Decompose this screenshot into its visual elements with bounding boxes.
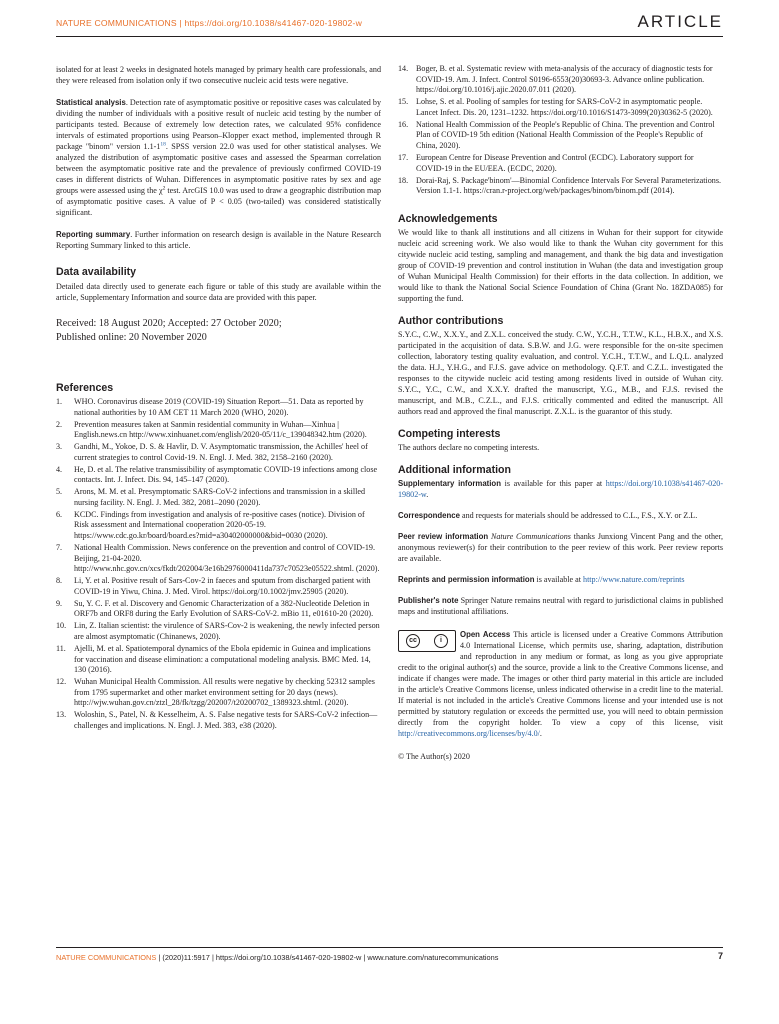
reference-item — [56, 599, 381, 620]
published-date: Published online: 20 November 2020 — [56, 331, 207, 343]
references-list-right — [398, 64, 723, 197]
reference-item — [56, 710, 381, 731]
reference-item — [56, 397, 381, 418]
author-contributions-heading: Author contributions — [398, 314, 504, 327]
reference-number: 14. — [398, 64, 409, 73]
reference-item — [56, 543, 381, 575]
journal-header-link[interactable]: NATURE COMMUNICATIONS | https://doi.org/10.1038/s41467-020-19802-w — [56, 18, 362, 28]
reference-number: 9. — [56, 598, 63, 608]
data-availability-text: Detailed data directly used to generate each figure or table of this study are available within the article, Supplementary Information and source data are provided with this paper. — [56, 282, 381, 302]
publishers-note-text: Publisher's note Springer Nature remains neutral with regard to jurisdictional claims in published maps and institutional affiliations. — [398, 595, 723, 616]
cc-icon: cc — [406, 634, 420, 648]
methods-intro-paragraph: isolated for at least 2 weeks in designated hotels managed by primary health care professionals, and they were released from isolation only if two consecutive nucleic acid tests were negative. — [56, 65, 381, 85]
reference-number: 10. — [56, 621, 67, 631]
reference-number: 6. — [56, 509, 63, 519]
reference-number: 16. — [398, 119, 409, 129]
reference-item — [398, 97, 723, 118]
reference-text: Arons, M. M. et al. Presymptomatic SARS-CoV-2 infections and transmission in a skilled nursing facility. N. Engl. J. Med. 382, 2081–2090 (2020). — [74, 487, 366, 507]
footer-journal-name: NATURE COMMUNICATIONS — [56, 953, 157, 962]
correspondence-text: Correspondence and requests for materials should be addressed to C.L., F.S., X.Y. or Z.L. — [398, 510, 698, 520]
page-number: 7 — [717, 951, 723, 961]
reference-text: Li, Y. et al. Positive result of Sars-Cov-2 in faeces and sputum from discharged patient with COVID-19 in Yiwu, China. J. Med. Virol. https://doi.org/10.1002/jmv.25905 (2020). — [74, 576, 371, 596]
supplementary-link[interactable]: https://doi.org/10.1038/s41467-020-19802-w — [398, 478, 724, 499]
author-contributions-text: S.Y.C., C.W., X.X.Y., and Z.X.L. conceived the study. C.W., Y.C.H., T.T.W., K.L., H.B.X., and X.S. participated in the acquisition of data. S.B.W. and J.G. were responsible for the on-site specimen collection, laboratory testing quality evaluation, and control. Y.C.H., T.T.W., and L.Q.L. analyzed the data. H.J., Y.H.G., and F.J.S. gave advice on methodology. Q.F.T. and C.Z.L. investigated the responses to the citywide nucleic acid testing among residents lived in outside of Wuhan city. S.Y.C., Y.C., C.W., and X.X.Y. drafted the manuscript, Y.G., M.B., and F.J.S. revised the manuscript, and M.B., C.Z.L., and F.J.S. critically commented and edited the manuscript. All authors read and approved the final manuscript. Z.X.L. is the guarantor of this study. — [398, 329, 723, 416]
reference-item — [56, 621, 381, 642]
right-column — [398, 64, 723, 762]
statistical-analysis-paragraph: Statistical analysis. Detection rate of asymptomatic positive or repositive cases was calculated by dividing the number of individuals with a positive result of nucleic acid testing by the number of participants tested. Because of extremely low detection rates, we calculated 95% confidence intervals of estimated proportions using Pearson–Klopper exact method, implemented through R package "binom" version $1.1-1^{18}$. SPSS version 22.0 was used for other statistical analyses. We analyzed the distribution of asymptomatic positive cases and assessed the Spearman correlation between the asymptomatic positive rate and the prevalence of previously confirmed COVID-19 cases in different districts of Wuhan. Differences in asymptomatic positive rates by sex and age groups were assessed using the $\chi^2$ test. ArcGIS 10.0 was used to draw a geographic distribution map of asymptomatic positive cases. A value of P < 0.05 (two-tailed) was considered statistically significant. — [56, 98, 381, 217]
reference-text: Wuhan Municipal Health Commission. All results were negative by checking 52312 samples from 1795 supermarket and other market environment setting for 20 days (news). http://wjw.wuhan.gov.cn/ztzl_28/fk/tzgg/202007/t20200702_1389323.shtml. (2020). — [74, 677, 375, 708]
peer-review-text: Peer review information Nature Communications thanks Junxiong Vincent Pang and the other, anonymous reviewer(s) for their contribution to the peer review of this work. Peer review reports are available. — [398, 531, 723, 563]
competing-interests-text: The authors declare no competing interests. — [398, 442, 540, 452]
reference-number: 4. — [56, 464, 63, 474]
copyright-notice: © The Author(s) 2020 — [398, 751, 470, 761]
reference-number: 13. — [56, 710, 67, 720]
reporting-summary-paragraph: Reporting summary. Further information on research design is available in the Nature Research Reporting Summary linked to this article. — [56, 230, 381, 250]
reference-number: 18. — [398, 175, 409, 185]
reference-number: 17. — [398, 152, 409, 162]
reference-item — [56, 644, 381, 676]
reprints-link[interactable]: http://www.nature.com/reprints — [583, 574, 685, 584]
acknowledgements-text: We would like to thank all institutions and all citizens in Wuhan for their support for citywide nucleic acid screening work. We also would like to thank the Wuhan city government for this citywide nucleic acid testing, sampling and management, and thank the big data and investigation group of COVID-19 prevention and control institution in Wuhan (the data and investigation group of Wuhan Municipal Health Commission) for their efforts in the data collection. In addition, we would like to thank the National Social Science Foundation of China (Grant No. 18ZDA085) for supporting the fund. — [398, 227, 723, 303]
reference-number: 3. — [56, 442, 63, 452]
reference-text: National Health Commission of the People's Republic of China. The prevention and Control Plan of COVID-19 5th edition (National Health Commission of the People's Republic of China, 2020). — [416, 119, 715, 150]
reference-item — [56, 487, 381, 508]
additional-information-heading: Additional information — [398, 463, 511, 476]
footer-citation: | (2020)11:5917 | https://doi.org/10.1038/s41467-020-19802-w | www.nature.com/naturecommunications — [156, 953, 499, 962]
reporting-summary-title: Reporting summary — [56, 230, 131, 239]
reference-item — [56, 510, 381, 542]
reference-text: Boger, B. et al. Systematic review with meta-analysis of the accuracy of diagnostic tests for COVID-19. Am. J. Infect. Control S0196-6553(20)30693-3. Advance online publication. https://doi.org/10.1016/j.ajic.2020.07.011 (2020). — [416, 64, 713, 95]
reference-item — [398, 64, 723, 96]
reference-item — [56, 420, 381, 441]
statistical-analysis-title: Statistical analysis — [56, 98, 126, 107]
reference-text: Gandhi, M., Yokoe, D. S. & Havlir, D. V. Asymptomatic transmission, the Achilles' heel of current strategies to control Covid-19. N. Engl. J. Med. 382, 2158–2160 (2020). — [74, 442, 368, 462]
page-footer — [56, 953, 723, 962]
references-list-left — [56, 397, 381, 732]
reference-text: He, D. et al. The relative transmissibility of asymptomatic COVID-19 infections among close contacts. Int. J. Infect. Dis. 94, 145–147 (2020). — [74, 464, 378, 485]
page-header — [56, 12, 723, 34]
received-date: Received: 18 August 2020; Accepted: 27 October 2020; — [56, 318, 282, 329]
reference-text: Prevention measures taken at Sanmin residential community in Wuhan—Xinhua | English.news.cn http://www.xinhuanet.com/english/2020-05/11/c_139048342.htm (2020). — [74, 419, 367, 440]
cc-by-license-badge[interactable] — [398, 630, 456, 652]
reference-number: 1. — [56, 397, 63, 406]
citation-link[interactable]: 18 — [160, 141, 166, 148]
acknowledgements-heading: Acknowledgements — [398, 212, 498, 225]
attribution-person-icon: i — [434, 634, 448, 648]
reference-text: Dorai-Raj, S. Package'binom'—Binomial Confidence Intervals For Several Parameterizations. Version 1.1-1. https://cran.r-project.org/web/packages/binom/binom.pdf (2014). — [416, 175, 722, 196]
footer-rule — [56, 947, 723, 948]
article-label: ARTICLE — [637, 12, 723, 31]
reference-number: 15. — [398, 97, 409, 107]
reference-text: National Health Commission. News conference on the prevention and control of COVID-19. Beijing, 21-04-2020. http://www.nhc.gov.cn/xcs/fkdt/202004/3e16b2976000411da737c70523e05522.shtml. (2020). — [74, 543, 380, 574]
reference-text: Ajelli, M. et al. Spatiotemporal dynamics of the Ebola epidemic in Guinea and implications for vaccination and disease elimination: a computational modeling analysis. BMC Med. 14, 130 (2016). — [74, 643, 371, 675]
reference-number: 2. — [56, 419, 63, 429]
reference-text: WHO. Coronavirus disease 2019 (COVID-19) Situation Report—51. Data as reported by national authorities by 10 AM CET 11 March 2020 (WHO, 2020). — [74, 397, 364, 417]
left-column — [56, 64, 381, 733]
reference-item — [56, 465, 381, 486]
open-access-text: cc i Open Access This article is licensed under a Creative Commons Attribution 4.0 International License, which permits use, sharing, adaptation, distribution and reproduction in any medium or format, as long as you give appropriate credit to the original author(s) and the source, provide a link to the Creative Commons license, and indicate if changes were made. The images or other third party material in this article are included in the article's Creative Commons license, unless indicated otherwise in a credit line to the material. If material is not included in the article's Creative Commons license and your intended use is not permitted by statutory regulation or exceeds the permitted use, you will need to obtain permission directly from the copyright holder. To view a copy of this license, visit http://creativecommons.org/licenses/by/4.0/. — [398, 629, 723, 738]
reference-item — [398, 176, 723, 197]
reference-text: KCDC. Findings from investigation and analysis of re-positive cases (notice). Division of Risk assessment and International cooperation 2020-05-19. https://www.cdc.go.kr/board/board.es?mid=a30402000000&bid=0030 (2020). — [74, 509, 365, 541]
supplementary-information-text: Supplementary information is available for this paper at https://doi.org/10.1038/s41467-020-19802-w. — [398, 478, 724, 499]
reference-item — [398, 153, 723, 174]
reference-text: Su, Y. C. F. et al. Discovery and Genomic Characterization of a 382-Nucleotide Deletion in ORF7b and ORF8 during the Early Evolution of SARS-CoV-2. mBio 11, e01610-20 (2020). — [74, 598, 374, 619]
reference-text: European Centre for Disease Prevention and Control (ECDC). Laboratory support for COVID-19 in the EU/EEA. (ECDC, 2020). — [416, 152, 694, 173]
reference-number: 7. — [56, 543, 63, 553]
references-heading: References — [56, 382, 114, 394]
reference-item — [56, 576, 381, 597]
reference-text: Lohse, S. et al. Pooling of samples for testing for SARS-CoV-2 in asymptomatic people. Lancet Infect. Dis. 20, 1231–1232. https://doi.org/10.1016/S1473-3099(20)30362-5 (2020). — [416, 97, 713, 117]
reference-number: 12. — [56, 677, 67, 687]
reference-number: 11. — [56, 643, 66, 653]
license-link[interactable]: http://creativecommons.org/licenses/by/4.0/ — [398, 728, 540, 738]
reference-text: Woloshin, S., Patel, N. & Kesselheim, A. S. False negative tests for SARS-CoV-2 infection—challenges and implications. N. Engl. J. Med. 383, e38 (2020). — [74, 710, 378, 730]
reference-text: Lin, Z. Italian scientist: the virulence of SARS-Cov-2 is weakening, the newly infected person are almost asymptomatic (Chinanews, 2020). — [74, 621, 380, 641]
reference-item — [56, 442, 381, 463]
reference-item — [398, 120, 723, 152]
data-availability-heading: Data availability — [56, 266, 137, 278]
reprints-text: Reprints and permission information is available at http://www.nature.com/reprints — [398, 574, 685, 584]
reference-number: 8. — [56, 576, 63, 586]
reference-number: 5. — [56, 487, 63, 497]
header-rule — [56, 36, 723, 37]
reference-item — [56, 677, 381, 709]
competing-interests-heading: Competing interests — [398, 427, 501, 440]
